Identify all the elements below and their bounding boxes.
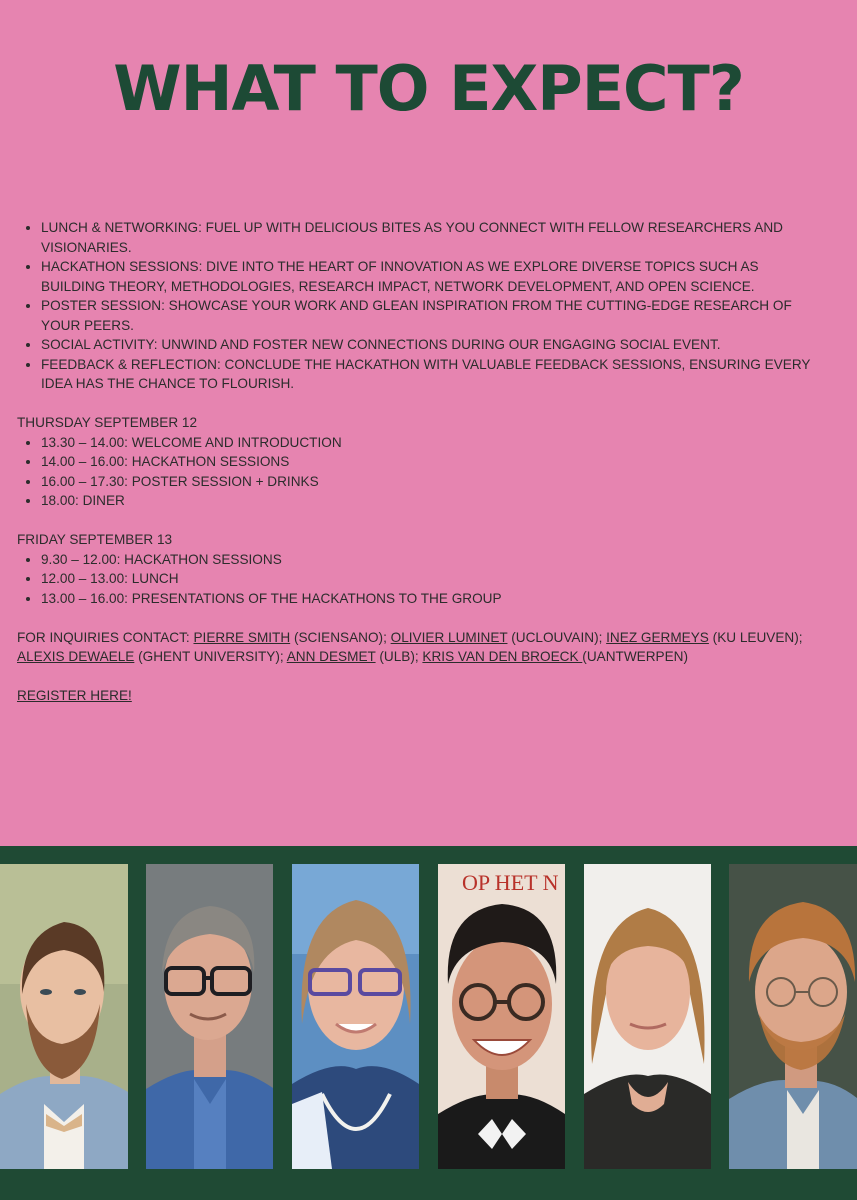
list-item: • 9.30 – 12.00: HACKATHON SESSIONS <box>41 550 817 570</box>
thursday-schedule <box>17 433 817 511</box>
list-item: • 18.00: DINER <box>41 491 817 511</box>
main-content <box>17 218 817 706</box>
contact-info <box>17 628 817 667</box>
contact-org: (ULB); <box>375 649 423 664</box>
contact-org: (UANTWERPEN) <box>582 649 689 664</box>
list-item: • 13.30 – 14.00: WELCOME AND INTRODUCTION <box>41 433 817 453</box>
speaker-photo <box>729 864 857 1169</box>
contact-org: (SCIENSANO); <box>290 629 391 645</box>
contact-org: (UCLOUVAIN); <box>507 629 607 645</box>
list-item: • 13.00 – 16.00: PRESENTATIONS OF THE HACKATHONS TO THE GROUP <box>41 589 817 609</box>
contact-link-olivier-luminet[interactable]: OLIVIER LUMINET <box>390 629 508 645</box>
contact-link-pierre-smith[interactable]: PIERRE SMITH <box>193 629 291 645</box>
list-item: • 12.00 – 13.00: LUNCH <box>41 569 817 589</box>
list-item: • FEEDBACK & REFLECTION: CONCLUDE THE HACKATHON WITH VALUABLE FEEDBACK SESSIONS, ENSURING EVERY IDEA HAS THE CHANCE TO FLOURISH. <box>41 355 817 394</box>
speaker-photo-band <box>0 846 857 1200</box>
register-link[interactable]: REGISTER HERE! <box>17 688 132 703</box>
speaker-photo <box>146 864 273 1169</box>
contact-link-alexis-dewaele[interactable]: ALEXIS DEWAELE <box>17 649 135 664</box>
speaker-photo <box>584 864 711 1169</box>
list-item: • LUNCH & NETWORKING: FUEL UP WITH DELICIOUS BITES AS YOU CONNECT WITH FELLOW RESEARCHERS AND VISIONARIES. <box>41 218 817 257</box>
list-item: • SOCIAL ACTIVITY: UNWIND AND FOSTER NEW CONNECTIONS DURING OUR ENGAGING SOCIAL EVENT. <box>41 335 817 355</box>
banner-text: OP HET N <box>462 870 559 895</box>
friday-schedule <box>17 550 817 609</box>
speaker-photo <box>0 864 128 1169</box>
contact-link-kris-van-den-broeck[interactable]: KRIS VAN DEN BROECK <box>422 649 583 664</box>
page-title: WHAT TO EXPECT? <box>113 52 744 125</box>
friday-heading: FRIDAY SEPTEMBER 13 <box>17 532 173 547</box>
contact-org: (GHENT UNIVERSITY); <box>134 649 287 664</box>
contact-prefix: FOR INQUIRIES CONTACT: <box>17 629 194 645</box>
list-item: • HACKATHON SESSIONS: DIVE INTO THE HEART OF INNOVATION AS WE EXPLORE DIVERSE TOPICS SUCH AS BUILDING THEORY, METHODOLOGIES, RESEARCH IMPACT, NETWORK DEVELOPMENT, AND OPEN SCIENCE. <box>41 257 817 296</box>
contact-org: (KU LEUVEN); <box>708 629 803 645</box>
list-item: • 14.00 – 16.00: HACKATHON SESSIONS <box>41 452 817 472</box>
contact-link-inez-germeys[interactable]: INEZ GERMEYS <box>606 629 709 645</box>
speaker-photo <box>292 864 419 1169</box>
thursday-heading: THURSDAY SEPTEMBER 12 <box>17 415 198 430</box>
contact-link-ann-desmet[interactable]: ANN DESMET <box>286 649 376 664</box>
highlights-list <box>17 218 817 394</box>
list-item: • 16.00 – 17.30: POSTER SESSION + DRINKS <box>41 472 817 492</box>
list-item: • POSTER SESSION: SHOWCASE YOUR WORK AND GLEAN INSPIRATION FROM THE CUTTING-EDGE RESEARCH OF YOUR PEERS. <box>41 296 817 335</box>
speaker-photo <box>438 864 565 1169</box>
